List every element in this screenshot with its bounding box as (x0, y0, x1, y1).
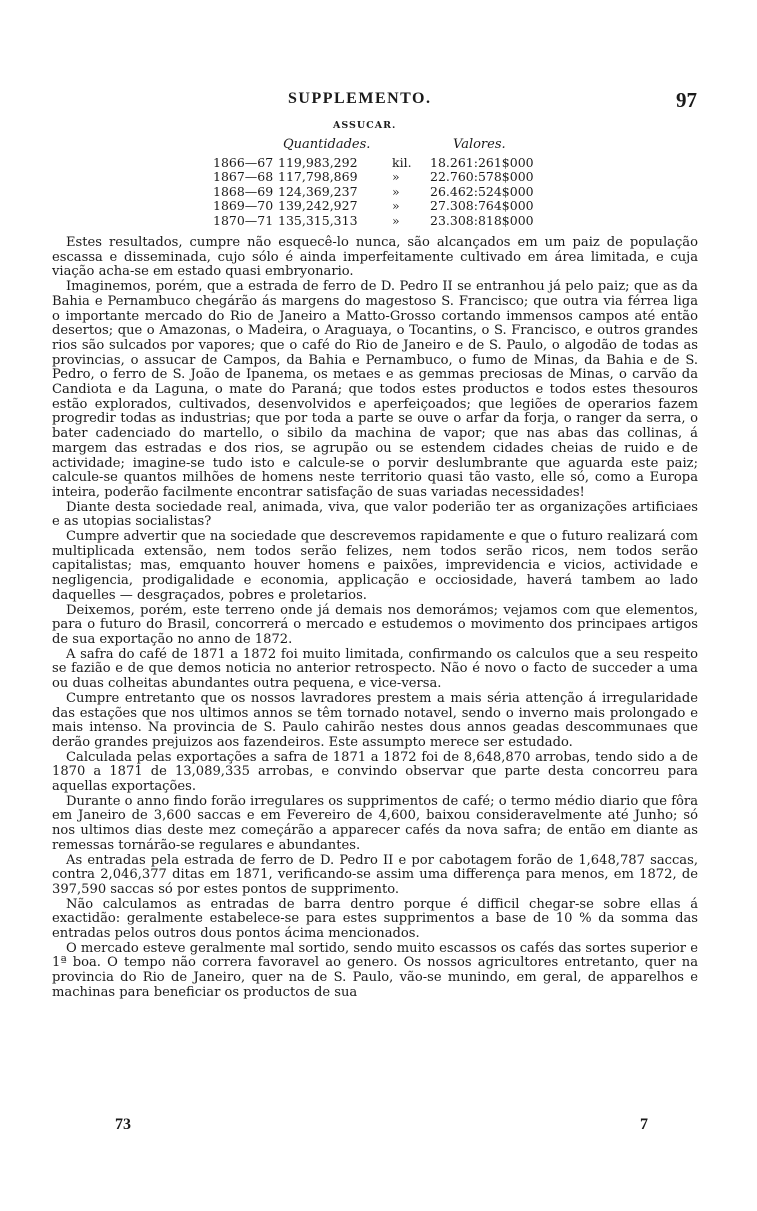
year-cell: 1866—67 (213, 155, 274, 170)
year-cell: 1870—71 (213, 212, 274, 228)
paragraph: Diante desta sociedade real, animada, viva, que valor poderião ter as organizações artificiaes e as utopias socialistas? (52, 499, 698, 530)
paragraph: As entradas pela estrada de ferro de D. Pedro II e por cabotagem forão de 1,648,787 saccas, contra 2,046,377 ditas em 1871, verificando-se assim uma differença para menos, em 1872, de 397,590 saccas só por estes pontos de supprimento. (52, 852, 698, 897)
table-title: ASSUCAR. (333, 120, 397, 131)
page-footer (0, 1116, 757, 1138)
signature-mark-right: 7 (640, 1116, 648, 1133)
quantity-cell: 119,983,292 (278, 155, 358, 170)
table-row (213, 214, 553, 228)
quantity-cell: 124,369,237 (278, 183, 358, 199)
value-cell: 27.308:764$000 (430, 198, 534, 214)
quantity-cell: 139,242,927 (278, 198, 358, 214)
paragraph: Durante o anno findo forão irregulares os supprimentos de café; o termo médio diario que fôra em Janeiro de 3,600 saccas e em Fevereiro de 4,600, baixou consideravelmente até Junho; só nos ultimos dias deste mez começárão a apparecer cafés da nova safra; de então em diante as remessas tornárão-se regulares e abundantes. (52, 793, 698, 853)
unit-cell: kil. (392, 155, 412, 170)
signature-mark-left: 73 (115, 1116, 131, 1133)
paragraph: Cumpre advertir que na sociedade que descrevemos rapidamente e que o futuro realizará com multiplicada extensão, nem todos serão felizes, nem todos serão ricos, nem todos serão capitalistas; mas, emquanto houver homens e paixões, imprevidencia e vicios, actividade e negligencia, prodigalidade e economia, applicação e occiosidade, haverá tambem ao lado daquelles — desgraçados, pobres e proletarios. (52, 529, 698, 603)
column-header-quantities: Quantidades. (283, 137, 371, 152)
paragraph: A safra do café de 1871 a 1872 foi muito limitada, confirmando os calculos que a seu respeito se fazião e de que demos noticia no anterior retrospecto. Não é novo o facto de succeder a uma ou duas colheitas abundantes outra pequena, e vice-versa. (52, 646, 698, 692)
year-cell: 1869—70 (213, 198, 274, 214)
quantity-cell: 135,315,313 (278, 212, 358, 228)
page-number: 97 (676, 88, 697, 112)
unit-cell: » (392, 183, 400, 199)
column-header-values: Valores. (453, 137, 506, 152)
value-cell: 23.308:818$000 (430, 212, 534, 228)
table-row (213, 185, 553, 199)
paragraph: Não calculamos as entradas de barra dentro porque é difficil chegar-se sobre ellas á exactidão: geralmente estabelece-se para estes supprimentos a base de 10 % da somma das entradas pelos outros dous pontos ácima mencionados. (52, 896, 698, 942)
year-cell: 1868—69 (213, 183, 274, 199)
body-text (52, 236, 698, 1001)
value-cell: 18.261:261$000 (430, 155, 534, 170)
year-cell: 1867—68 (213, 169, 274, 185)
value-cell: 26.462:524$000 (430, 183, 534, 199)
paragraph: Imaginemos, porém, que a estrada de ferro de D. Pedro II se entranhou já pelo paiz; que as da Bahia e Pernambuco chegárão ás margens do magestoso S. Francisco; que outra via férrea liga o importante mercado do Rio de Janeiro a Matto-Grosso cortando immensos campos até então desertos; que o Amazonas, o Madeira, o Araguaya, o Tocantins, o S. Francisco, e outros grandes rios são sulcados por vapores; que o café do Rio de Janeiro e de S. Paulo, o algodão de todas as provincias, o assucar de Campos, da Bahia e Pernambuco, o fumo de Minas, da Bahia e de S. Pedro, o ferro de S. João de Ipanema, os metaes e as gemmas preciosas de Minas, o carvão da Candiota e da Laguna, o mate do Paraná; que todos estes productos e todos estes thesouros estão explorados, cultivados, desenvolvidos e aperfeiçoados; que legiões de operarios fazem progredir todas as industrias; que por toda a parte se ouve o arfar da forja, o ranger da serra, o bater cadenciado do martello, o sibilo da machina de vapor; que nas abas das collinas, á margem das estradas e dos rios, se agrupão ou se estendem cidades cheias de ruido e de actividade; imagine-se tudo isto e calcule-se o porvir deslumbrante que aguarda este paiz; calcule-se quantos milhões de homens neste territorio quasi tão vasto, elle só, como a Europa inteira, poderão facilmente encontrar satisfação de suas variadas necessidades! (52, 279, 698, 500)
value-cell: 22.760:578$000 (430, 169, 534, 185)
unit-cell: » (392, 169, 400, 185)
table-row (213, 156, 553, 170)
table-row (213, 199, 553, 213)
running-head: SUPPLEMENTO. (288, 90, 432, 107)
paragraph: Deixemos, porém, este terreno onde já demais nos demorámos; vejamos com que elementos, para o futuro do Brasil, concorrerá o mercado e estudemos o movimento dos principaes artigos de sua exportação no anno de 1872. (52, 602, 698, 647)
paragraph: Estes resultados, cumpre não esquecê-lo nunca, são alcançados em um paiz de população escassa e disseminada, cujo sólo é ainda imperfeitamente cultivado em área limitada, e cuja viação acha-se em estado quasi embryonario. (52, 235, 698, 280)
unit-cell: » (392, 212, 400, 228)
page-header (0, 88, 757, 116)
paragraph: O mercado esteve geralmente mal sortido, sendo muito escassos os cafés das sortes superior e 1ª boa. O tempo não correra favoravel ao genero. Os nossos agricultores entretanto, quer na provincia do Rio de Janeiro, quer na de S. Paulo, vão-se munindo, em geral, de apparelhos e machinas para beneficiar os productos de sua (52, 940, 698, 1000)
paragraph: Calculada pelas exportações a safra de 1871 a 1872 foi de 8,648,870 arrobas, tendo sido a de 1870 a 1871 de 13,089,335 arrobas, e convindo observar que parte desta concorreu para aquellas exportações. (52, 749, 698, 795)
table-row (213, 170, 553, 184)
table-header (283, 137, 543, 155)
paragraph: Cumpre entretanto que os nossos lavradores prestem a mais séria attenção á irregularidade das estações que nos ultimos annos se têm tornado notavel, sendo o inverno mais prolongado e mais intenso. Na provincia de S. Paulo cahirão nestes dous annos geadas descommunaes que derão grandes prejuizos aos fazendeiros. Este assumpto merece ser estudado. (52, 690, 698, 750)
quantity-cell: 117,798,869 (278, 169, 358, 185)
unit-cell: » (392, 198, 400, 214)
sugar-table (213, 156, 553, 228)
